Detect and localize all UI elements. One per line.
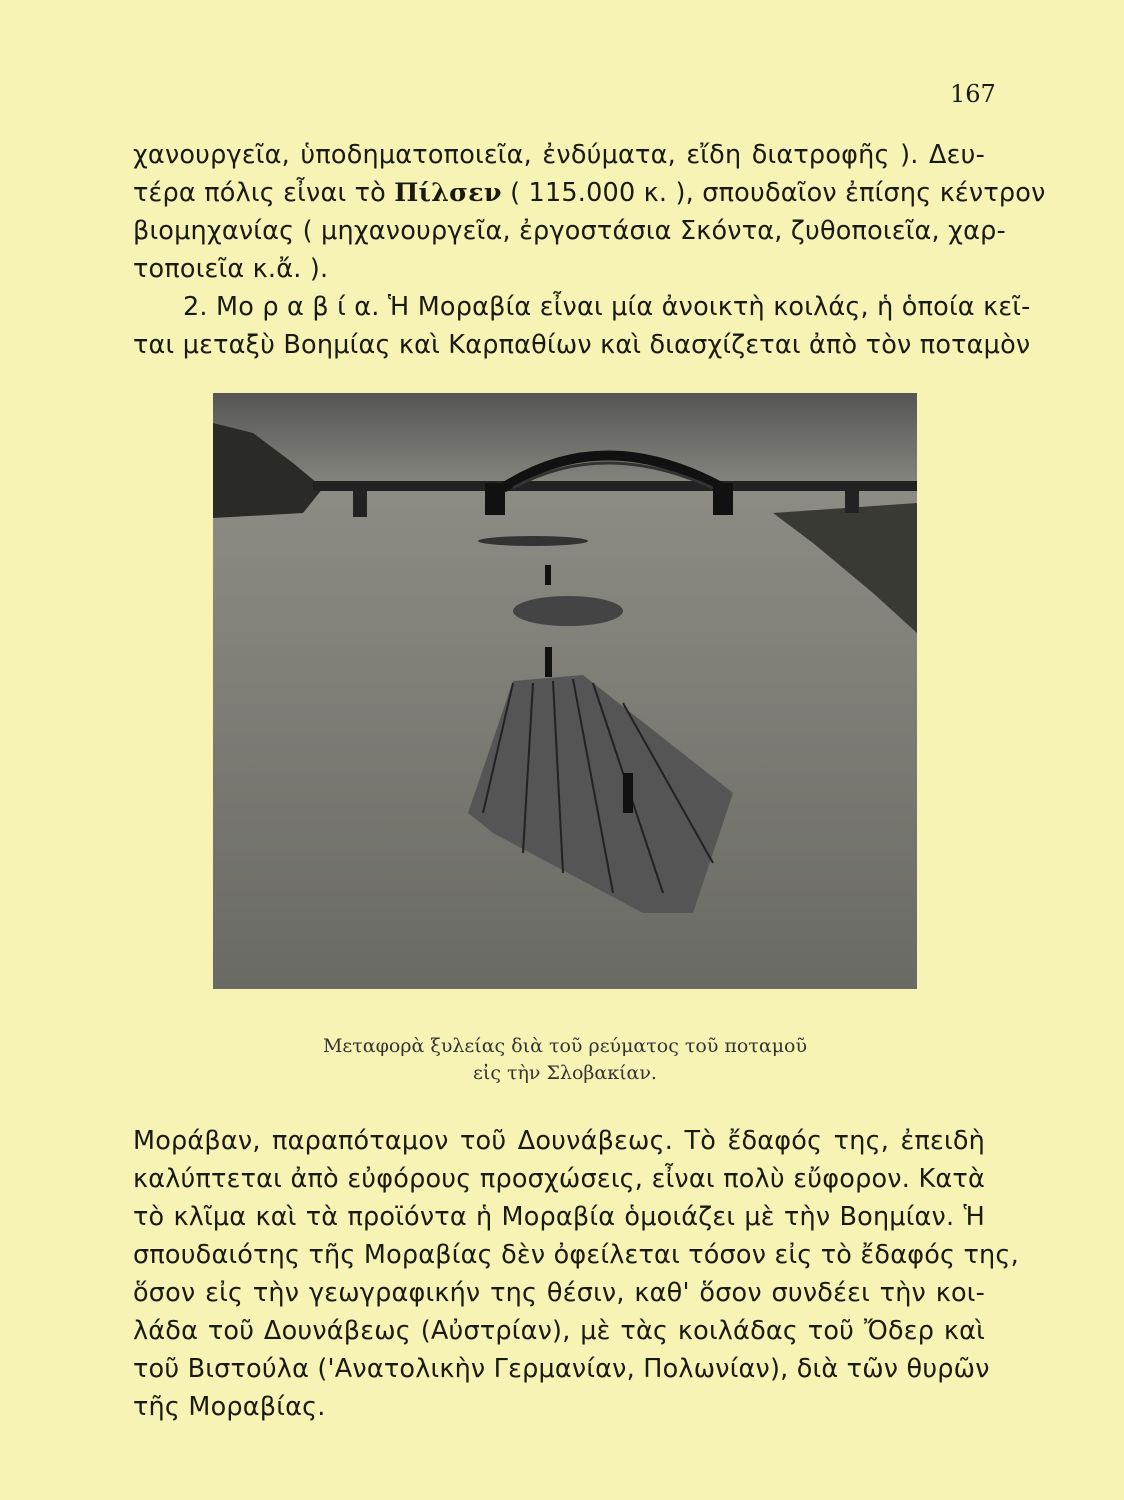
text-line: σπουδαιότης τῆς Μοραβίας δὲν ὀφείλεται τόσον εἰς τὸ ἔδαφός της, [133, 1240, 1019, 1270]
text-line: ται μεταξὺ Βοημίας καὶ Καρπαθίων καὶ διασχίζεται ἀπὸ τὸν ποταμὸν [133, 330, 1031, 360]
river-rafts-photo [213, 393, 917, 989]
top-paragraph [133, 136, 1046, 364]
page-number: 167 [950, 80, 996, 108]
text-line: τοποιεῖα κ.ἄ. ). [133, 254, 329, 284]
figure-caption-line2: εἰς τὴν Σλοβακίαν. [473, 1062, 657, 1084]
text-line: λάδα τοῦ Δουνάβεως (Αὐστρίαν), μὲ τὰς κοιλάδας τοῦ Ὄδερ καὶ [133, 1316, 985, 1346]
text-line: τὸ κλῖμα καὶ τὰ προϊόντα ἡ Μοραβία ὁμοιάζει μὲ τὴν Βοημίαν. Ἡ [133, 1202, 985, 1232]
text-line: τέρα πόλις εἶναι τὸ Πίλσεν ( 115.000 κ. ), σπουδαῖον ἐπίσης κέντρον [133, 178, 1046, 208]
text-line: τοῦ Βιστούλα ('Ανατολικὴν Γερμανίαν, Πολωνίαν), διὰ τῶν θυρῶν [133, 1354, 990, 1384]
photo-illustration [213, 393, 917, 989]
figure-caption-line1: Μεταφορὰ ξυλείας διὰ τοῦ ρεύματος τοῦ ποταμοῦ [322, 1035, 808, 1057]
text-line: καλύπτεται ἀπὸ εὐφόρους προσχώσεις, εἶναι πολὺ εὔφορον. Κατὰ [133, 1164, 985, 1194]
city-name-pilsen: Πίλσεν [394, 178, 502, 208]
text-line: τῆς Μοραβίας. [133, 1392, 326, 1422]
bottom-paragraph [133, 1122, 1019, 1426]
text-line: βιομηχανίας ( μηχανουργεῖα, ἐργοστάσια Σκόντα, ζυθοποιεῖα, χαρ- [133, 216, 1006, 246]
section-heading-line: 2. Μο ρ α β ί α. Ἡ Μοραβία εἶναι μία ἀνοικτὴ κοιλάς, ἡ ὁποία κεῖ- [183, 292, 1031, 322]
text-line: ὅσον εἰς τὴν γεωγραφικήν της θέσιν, καθ' ὅσον συνδέει τὴν κοι- [133, 1278, 985, 1308]
text-line: χανουργεῖα, ὑποδηματοποιεῖα, ἐνδύματα, εἴδη διατροφῆς ). Δευ- [133, 140, 985, 170]
text-line: Μοράβαν, παραπόταμον τοῦ Δουνάβεως. Τὸ ἔδαφός της, ἐπειδὴ [133, 1126, 985, 1156]
